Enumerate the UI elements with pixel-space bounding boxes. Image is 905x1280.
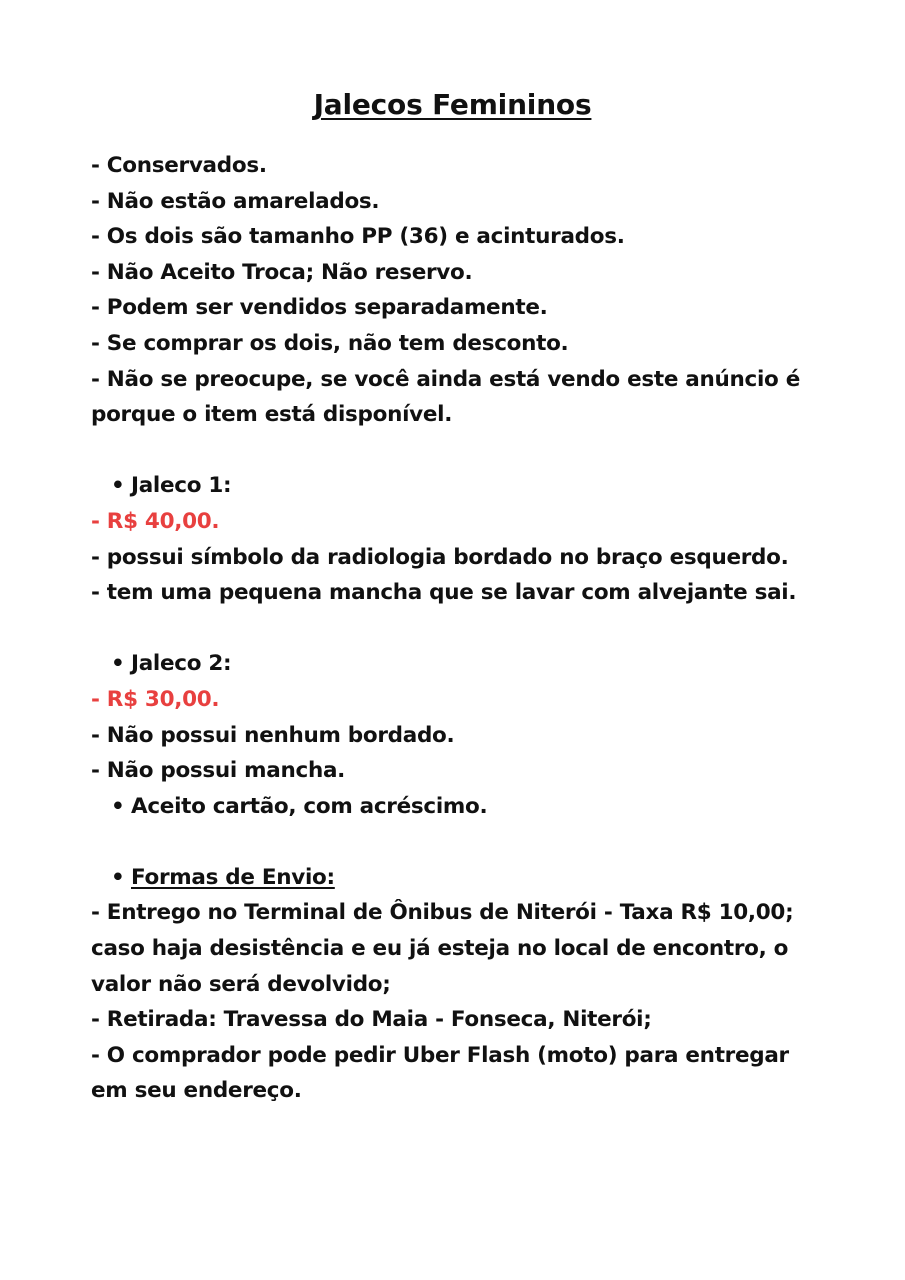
intro-line-disponivel: - Não se preocupe, se você ainda está vendo este anúncio é porque o item está disponível. bbox=[91, 366, 800, 428]
bullet-icon: • bbox=[111, 793, 125, 819]
bullet-icon: • bbox=[111, 473, 125, 499]
jaleco-1-price: - R$ 40,00. bbox=[91, 508, 220, 534]
shipping-line-terminal: - Entrego no Terminal de Ônibus de Niterói - Taxa R$ 10,00; caso haja desistência e eu já esteja no local de encontro, o valor não será devolvido; bbox=[91, 900, 794, 997]
bullet-icon: • bbox=[111, 864, 125, 890]
shipping-heading bbox=[91, 860, 821, 896]
page-title: Jalecos Femininos bbox=[313, 88, 592, 121]
intro-line-conservados: - Conservados. bbox=[91, 153, 267, 178]
jaleco-2-detail-mancha: - Não possui mancha. bbox=[91, 758, 346, 784]
jaleco-2-detail-bordado: - Não possui nenhum bordado. bbox=[91, 722, 455, 748]
payment-note-text: Aceito cartão, com acréscimo. bbox=[131, 793, 488, 819]
spacer bbox=[91, 611, 821, 647]
listing-body bbox=[91, 148, 821, 1109]
shipping-line-uber: - O comprador pode pedir Uber Flash (moto) para entregar em seu endereço. bbox=[91, 1042, 789, 1104]
jaleco-2-heading bbox=[91, 646, 821, 682]
payment-note bbox=[91, 789, 821, 825]
intro-line-separadamente: - Podem ser vendidos separadamente. bbox=[91, 295, 548, 321]
jaleco-2-heading-text: Jaleco 2: bbox=[131, 651, 232, 677]
intro-line-tamanho: - Os dois são tamanho PP (36) e acinturados. bbox=[91, 224, 625, 250]
jaleco-1-detail-bordado: - possui símbolo da radiologia bordado no braço esquerdo. bbox=[91, 544, 789, 570]
jaleco-1-heading-text: Jaleco 1: bbox=[131, 473, 232, 499]
shipping-heading-text: Formas de Envio: bbox=[131, 864, 335, 890]
jaleco-1-heading bbox=[91, 468, 821, 504]
spacer bbox=[91, 433, 821, 469]
intro-line-amarelados: - Não estão amarelados. bbox=[91, 188, 380, 214]
shipping-line-retirada: - Retirada: Travessa do Maia - Fonseca, Niterói; bbox=[91, 1007, 652, 1033]
jaleco-2-price: - R$ 30,00. bbox=[91, 686, 220, 712]
jaleco-1-detail-mancha: - tem uma pequena mancha que se lavar com alvejante sai. bbox=[91, 580, 797, 606]
bullet-icon: • bbox=[111, 651, 125, 677]
intro-line-desconto: - Se comprar os dois, não tem desconto. bbox=[91, 330, 569, 356]
spacer bbox=[91, 824, 821, 860]
intro-line-troca: - Não Aceito Troca; Não reservo. bbox=[91, 259, 473, 285]
